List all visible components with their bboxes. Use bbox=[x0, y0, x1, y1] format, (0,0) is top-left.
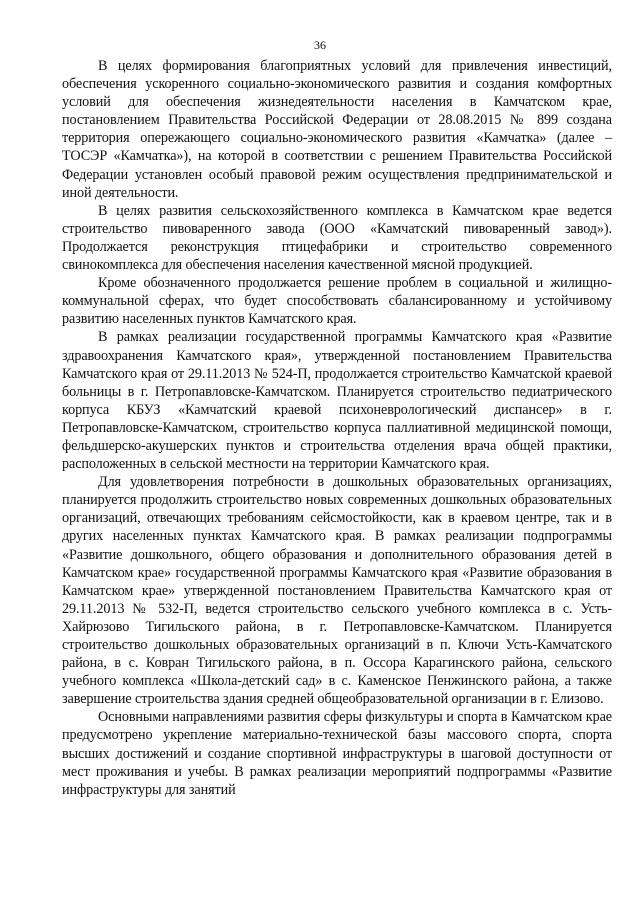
paragraph-education: Для удовлетворения потребности в дошкольных образовательных организациях, планируется продолжить строительство новых современных дошкольных образовательных организаций, отвечающих требованиям сейсмостойкости, как в краевом центре, так и в других населенных пунктах Камчатского края. В рамках реализации подпрограммы «Развитие дошкольного, общего образования и дополнительного образования детей в Камчатском крае» государственной программы Камчатского края «Развитие образования в Камчатском крае» утвержденной постановлением Правительства Камчатского края от 29.11.2013 № 532-П, ведется строительство сельского учебного комплекса в с. Усть-Хайрюзово Тигильского района, в г. Петропавловске-Камчатском. Планируется строительство дошкольных образовательных организаций в п. Ключи Усть-Камчатского района, в с. Ковран Тигильского района, в п. Оссора Карагинского района, сельского учебного комплекса «Школа-детский сад» в с. Каменское Пенжинского района, а также завершение строительства здания средней общеобразовательной организации в г. Елизово. bbox=[62, 474, 612, 708]
paragraph-social-housing: Кроме обозначенного продолжается решение проблем в социальной и жилищно-коммунальной сферах, что будет способствовать сбалансированному и устойчивому развитию населенных пунктов Камчатского края. bbox=[62, 275, 612, 328]
body-text bbox=[62, 57, 612, 799]
page-number: 36 bbox=[314, 38, 326, 52]
paragraph-agriculture: В целях развития сельскохозяйственного комплекса в Камчатском крае ведется строительство пивоваренного завода (ООО «Камчатский пивоваренный завод»). Продолжается реконструкция птицефабрики и строительство современного свинокомплекса для обеспечения населения качественной мясной продукцией. bbox=[62, 202, 612, 274]
paragraph-toser-kamchatka: В целях формирования благоприятных условий для привлечения инвестиций, обеспечения ускоренного социально-экономического развития и создания комфортных условий для обеспечения жизнедеятельности населения в Камчатском крае, постановлением Правительства Российской Федерации от 28.08.2015 № 899 создана территория опережающего социально-экономического развития «Камчатка» (далее – ТОСЭР «Камчатка»), на которой в соответствии с решением Правительства Российской Федерации установлен особый правовой режим осуществления предпринимательской и иной деятельности. bbox=[62, 58, 612, 201]
paragraph-sports: Основными направлениями развития сферы физкультуры и спорта в Камчатском крае предусмотрено укрепление материально-технической базы массового спорта, спорта высших достижений и создание спортивной инфраструктуры в шаговой доступности от мест проживания и учебы. В рамках реализации мероприятий подпрограммы «Развитие инфраструктуры для занятий bbox=[62, 709, 612, 798]
paragraph-healthcare: В рамках реализации государственной программы Камчатского края «Развитие здравоохранения Камчатского края», утвержденной постановлением Правительства Камчатского края от 29.11.2013 № 524-П, продолжается строительство Камчатской краевой больницы в г. Петропавловске-Камчатском. Планируется строительство педиатрического корпуса КБУЗ «Камчатский краевой психоневрологический диспансер» в г. Петропавловске-Камчатском, строительство корпуса паллиативной медицинской помощи, фельдшерско-акушерских пунктов и строительства отделения врача общей практики, расположенных в сельской местности на территории Камчатского края. bbox=[62, 329, 612, 473]
